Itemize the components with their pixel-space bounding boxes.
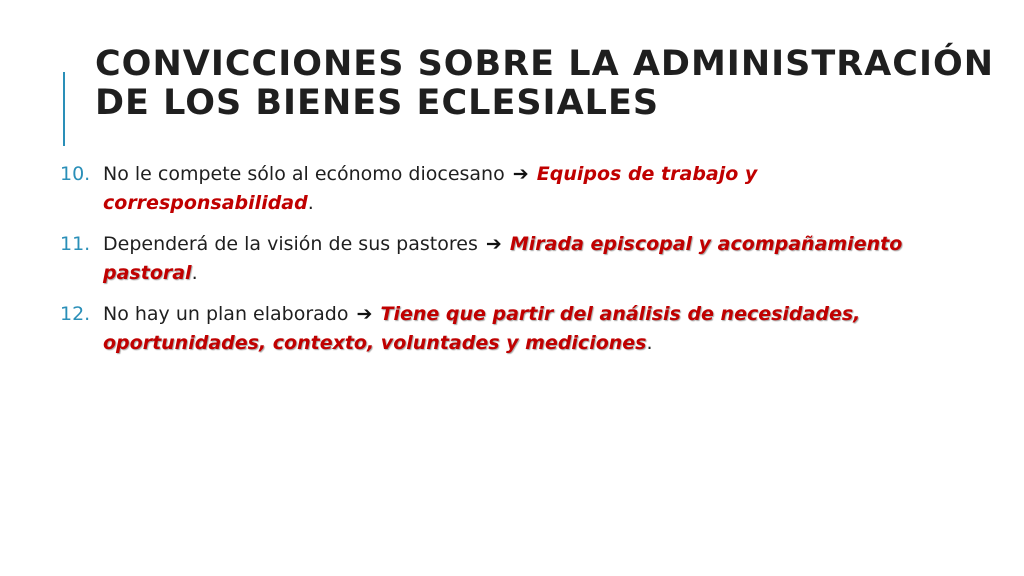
list-item-plain-text: No le compete sólo al ecónomo diocesano <box>103 163 505 185</box>
list-item-text <box>103 300 960 358</box>
numbered-list <box>60 160 960 370</box>
list-item-highlight: Tiene que partir del análisis de necesidades, oportunidades, contexto, voluntades y mediciones <box>103 303 861 354</box>
list-item <box>60 230 960 288</box>
slide-title-line-1: CONVICCIONES SOBRE LA ADMINISTRACIÓN <box>95 44 995 84</box>
list-item <box>60 160 960 218</box>
list-item-end: . <box>307 192 314 214</box>
arrow-right-icon: ➔ <box>512 163 529 185</box>
list-item-highlight: Equipos de trabajo y corresponsabilidad <box>103 163 758 214</box>
list-item-plain-text: No hay un plan elaborado <box>103 303 349 325</box>
list-item-text <box>103 160 960 218</box>
list-item-plain-text: Dependerá de la visión de sus pastores <box>103 233 478 255</box>
list-item-end: . <box>646 332 653 354</box>
arrow-right-icon: ➔ <box>485 233 502 255</box>
title-accent-bar <box>63 72 65 146</box>
slide-title-line-2: DE LOS BIENES ECLESIALES <box>95 83 660 123</box>
list-item-highlight: Mirada episcopal y acompañamiento pastoral <box>103 233 903 284</box>
list-item-number: 10. <box>60 163 91 185</box>
list-item-number: 11. <box>60 233 91 255</box>
list-item <box>60 300 960 358</box>
slide-title <box>95 44 995 123</box>
arrow-right-icon: ➔ <box>356 303 373 325</box>
list-item-text <box>103 230 960 288</box>
list-item-number: 12. <box>60 303 91 325</box>
list-item-end: . <box>191 262 198 284</box>
